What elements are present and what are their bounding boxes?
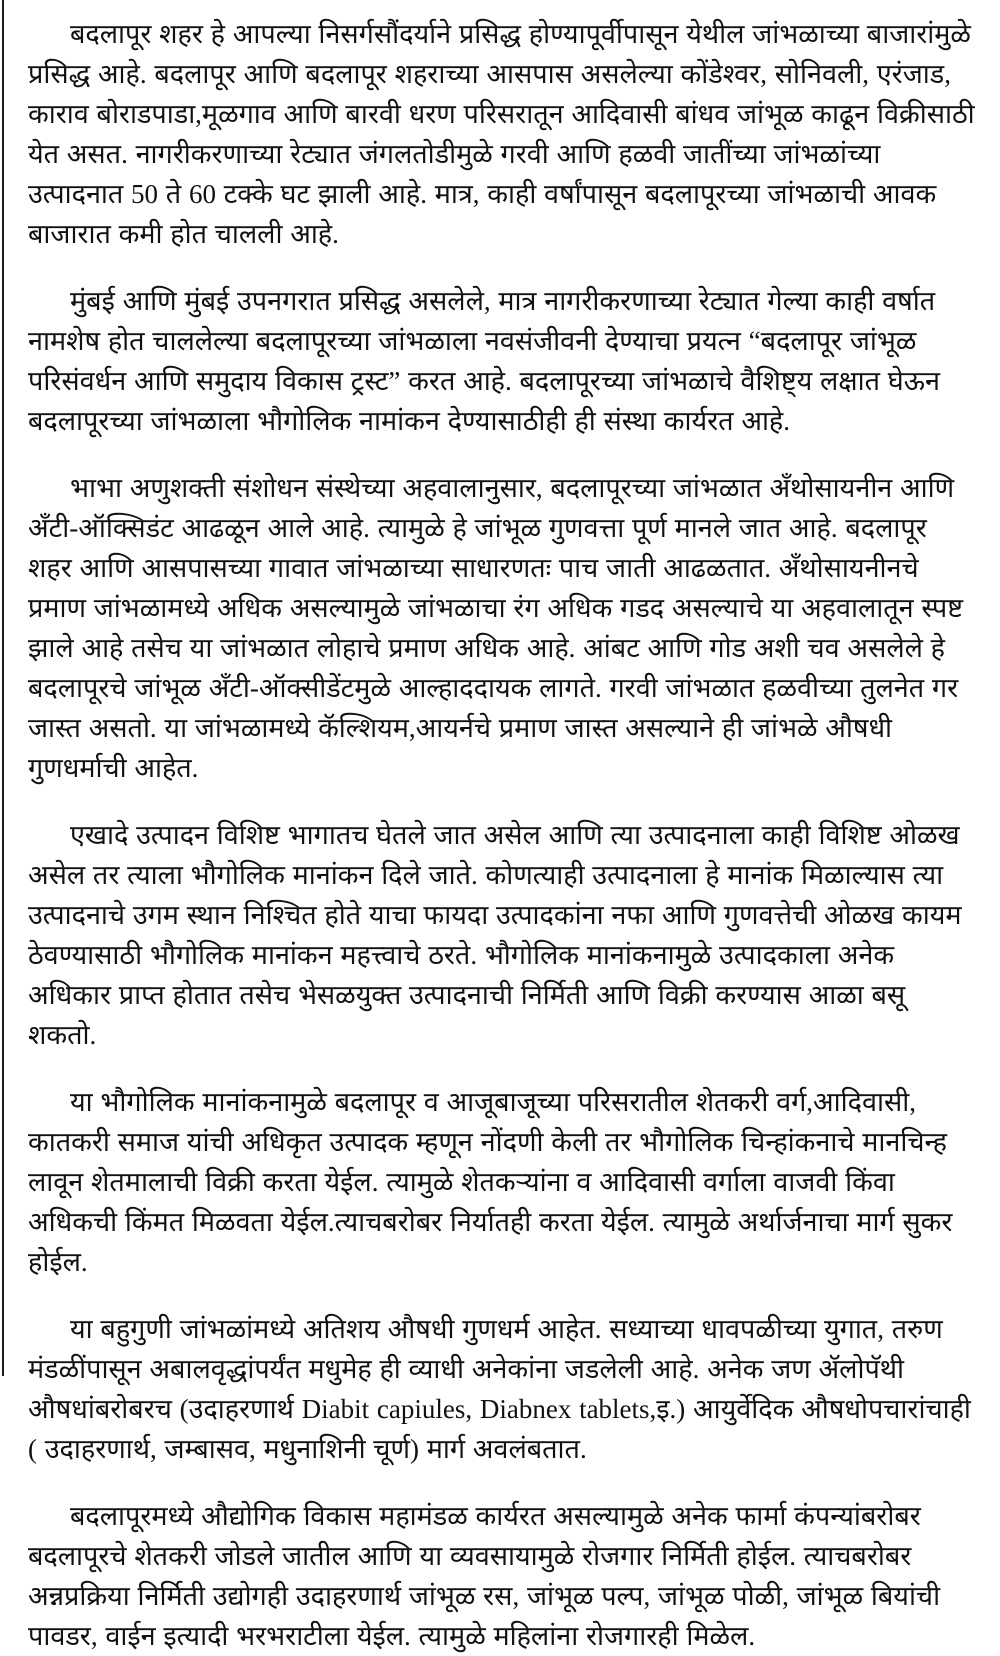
- paragraph-7: बदलापूरमध्ये औद्योगिक विकास महामंडळ कार्यरत असल्यामुळे अनेक फार्मा कंपन्यांबरोबर बदलापूरचे शेतकरी जोडले जातील आणि या व्यवसायामुळे रोजगार निर्मिती होईल. त्याचबरोबर अन्नप्रक्रिया निर्मिती उद्योगही उदाहरणार्थ जांभूळ रस, जांभूळ पल्प, जांभूळ पोळी, जांभूळ बियांची पावडर, वाईन इत्यादी भरभराटीला येईल. त्यामुळे महिलांना रोजगारही मिळेल.: [28, 1501, 941, 1651]
- document-body: [28, 14, 976, 1656]
- paragraph-4: एखादे उत्पादन विशिष्ट भागातच घेतले जात असेल आणि त्या उत्पादनाला काही विशिष्ट ओळख असेल तर त्याला भौगोलिक मानांकन दिले जाते. कोणत्याही उत्पादनाला हे मानांक मिळाल्यास त्या उत्पादनाचे उगम स्थान निश्चित होते याचा फायदा उत्पादकांना नफा आणि गुणवत्तेची ओळख कायम ठेवण्यासाठी भौगोलिक मानांकन महत्त्वाचे ठरते. भौगोलिक मानांकनामुळे उत्पादकाला अनेक अधिकार प्राप्त होतात तसेच भेसळयुक्त उत्पादनाची निर्मिती आणि विक्री करण्यास आळा बसू शकतो.: [28, 820, 962, 1050]
- page-left-border: [2, 0, 4, 1376]
- paragraph-2: मुंबई आणि मुंबई उपनगरात प्रसिद्ध असलेले, मात्र नागरीकरणाच्या रेट्यात गेल्या काही वर्षात नामशेष होत चाललेल्या बदलापूरच्या जांभळाला नवसंजीवनी देण्याचा प्रयत्न “बदलापूर जांभूळ परिसंवर्धन आणि समुदाय विकास ट्रस्ट” करत आहे. बदलापूरच्या जांभळाचे वैशिष्ट्य लक्षात घेऊन बदलापूरच्या जांभळाला भौगोलिक नामांकन देण्यासाठीही ही संस्था कार्यरत आहे.: [28, 286, 940, 436]
- paragraph-3: भाभा अणुशक्ती संशोधन संस्थेच्या अहवालानुसार, बदलापूरच्या जांभळात अँथोसायनीन आणि अँटी-ऑक्सिडंट आढळून आले आहे. त्यामुळे हे जांभूळ गुणवत्ता पूर्ण मानले जात आहे. बदलापूर शहर आणि आसपासच्या गावात जांभळाच्या साधारणतः पाच जाती आढळतात. अँथोसायनीनचे प्रमाण जांभळामध्ये अधिक असल्यामुळे जांभळाचा रंग अधिक गडद असल्याचे या अहवालातून स्पष्ट झाले आहे तसेच या जांभळात लोहाचे प्रमाण अधिक आहे. आंबट आणि गोड अशी चव असलेले हे बदलापूरचे जांभूळ अँटी-ऑक्सीडेंटमुळे आल्हाददायक लागते. गरवी जांभळात हळवीच्या तुलनेत गर जास्त असतो. या जांभळामध्ये कॅल्शियम,आयर्नचे प्रमाण जास्त असल्याने ही जांभळे औषधी गुणधर्माची आहेत.: [28, 473, 964, 783]
- paragraph-5: या भौगोलिक मानांकनामुळे बदलापूर व आजूबाजूच्या परिसरातील शेतकरी वर्ग,आदिवासी, कातकरी समाज यांची अधिकृत उत्पादक म्हणून नोंदणी केली तर भौगोलिक चिन्हांकनाचे मानचिन्ह लावून शेतमालाची विक्री करता येईल. त्यामुळे शेतकऱ्यांना व आदिवासी वर्गाला वाजवी किंवा अधिकची किंमत मिळवता येईल.त्याचबरोबर निर्यातही करता येईल. त्यामुळे अर्थार्जनाचा मार्ग सुकर होईल.: [28, 1087, 953, 1277]
- paragraph-6: या बहुगुणी जांभळांमध्ये अतिशय औषधी गुणधर्म आहेत. सध्याच्या धावपळीच्या युगात, तरुण मंडळींपासून अबालवृद्धांपर्यंत मधुमेह ही व्याधी अनेकांना जडलेली आहे. अनेक जण ॲलोपॅथी औषधांबरोबरच (उदाहरणार्थ Diabit capiules, Diabnex tablets,इ.) आयुर्वेदिक औषधोपचारांचाही ( उदाहरणार्थ, जम्बासव, मधुनाशिनी चूर्ण) मार्ग अवलंबतात.: [28, 1314, 971, 1464]
- paragraph-1: बदलापूर शहर हे आपल्या निसर्गसौंदर्याने प्रसिद्ध होण्यापूर्वीपासून येथील जांभळाच्या बाजारांमुळे प्रसिद्ध आहे. बदलापूर आणि बदलापूर शहराच्या आसपास असलेल्या कोंडेश्वर, सोनिवली, एरंजाड, काराव बोराडपाडा,मूळगाव आणि बारवी धरण परिसरातून आदिवासी बांधव जांभूळ काढून विक्रीसाठी येत असत. नागरीकरणाच्या रेट्यात जंगलतोडीमुळे गरवी आणि हळवी जातींच्या जांभळांच्या उत्पादनात 50 ते 60 टक्के घट झाली आहे. मात्र, काही वर्षांपासून बदलापूरच्या जांभळाची आवक बाजारात कमी होत चालली आहे.: [28, 19, 975, 249]
